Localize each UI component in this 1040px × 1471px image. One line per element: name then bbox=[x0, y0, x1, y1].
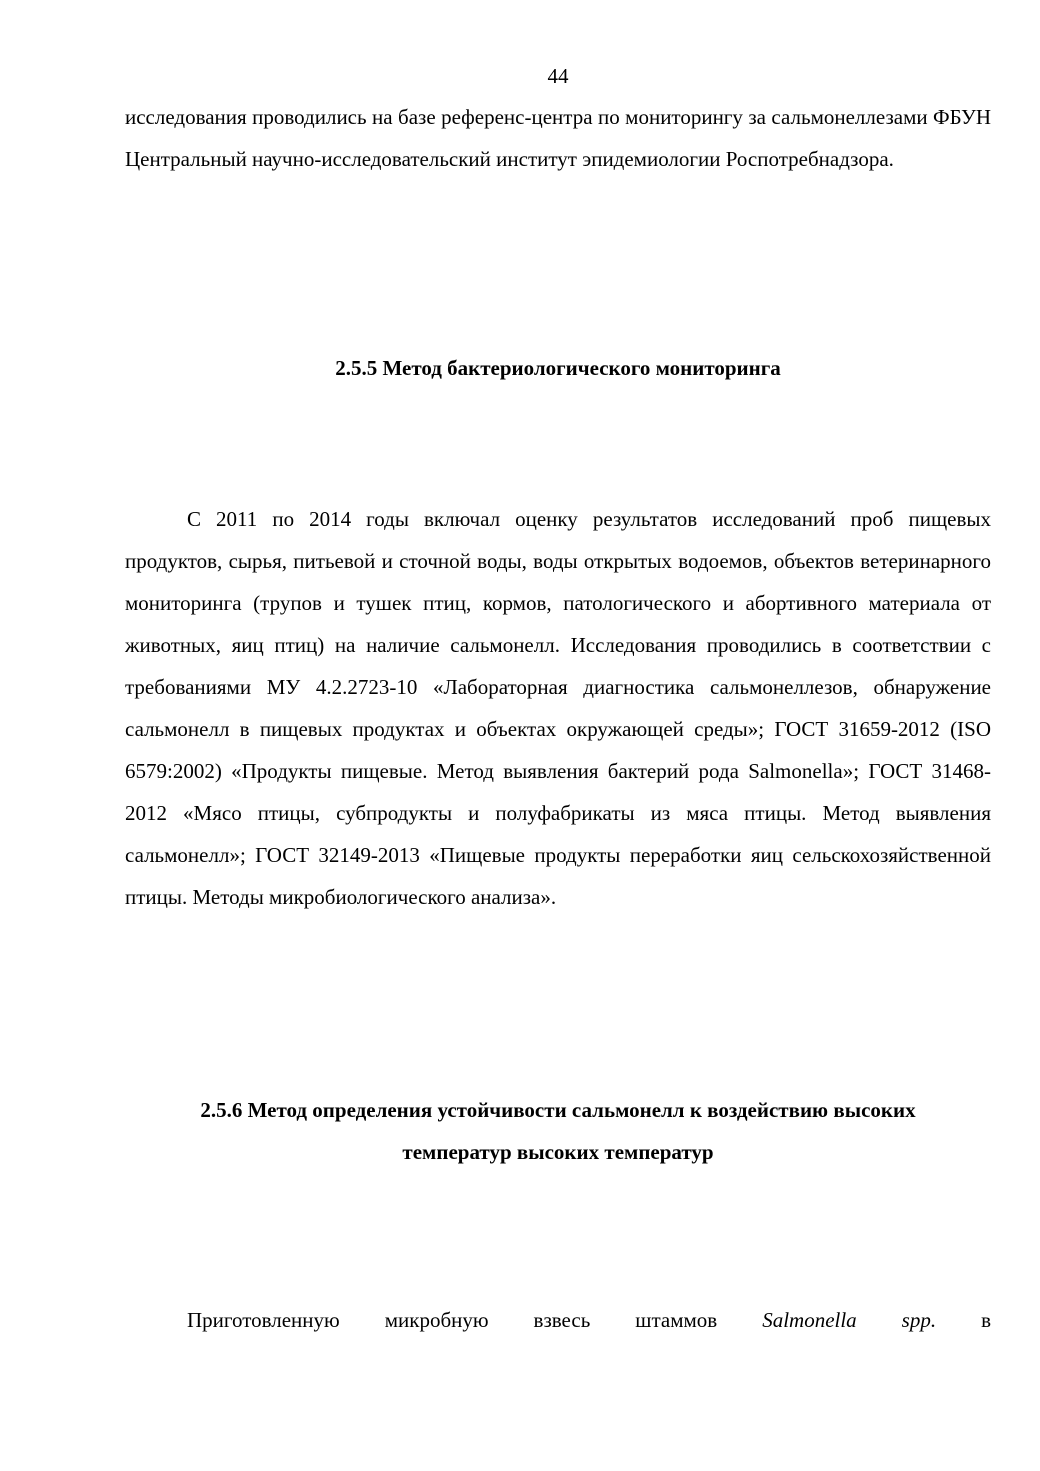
organism-name: Salmonella spp. bbox=[762, 1308, 937, 1332]
paragraph-heat-resistance-start bbox=[125, 1299, 991, 1341]
page-number: 44 bbox=[547, 64, 569, 88]
section-heading-2-5-5: 2.5.5 Метод бактериологического мониторинга bbox=[335, 356, 781, 380]
body-text-start: Приготовленную микробную взвесь штаммов bbox=[187, 1308, 718, 1332]
body-text-end: в bbox=[981, 1308, 992, 1332]
paragraph-monitoring-method: С 2011 по 2014 годы включал оценку результатов исследований проб пищевых продуктов, сырья, питьевой и сточной воды, воды открытых водоемов, объектов ветеринарного мониторинга (трупов и тушек птиц, кормов, патологического и абортивного материала от животных, яиц птиц) на наличие сальмонелл. Исследования проводились в соответствии с требованиями МУ 4.2.2723-10 «Лабораторная диагностика сальмонеллезов, обнаружение сальмонелл в пищевых продуктах и объектах окружающей среды»; ГОСТ 31659-2012 (ISO 6579:2002) «Продукты пищевые. Метод выявления бактерий рода Salmonella»; ГОСТ 31468-2012 «Мясо птицы, субпродукты и полуфабрикаты из мяса птицы. Метод выявления сальмонелл»; ГОСТ 32149-2013 «Пищевые продукты переработки яиц сельскохозяйственной птицы. Методы микробиологического анализа». bbox=[125, 507, 991, 909]
paragraph-institute: исследования проводились на базе референс-центра по мониторингу за сальмонеллезами ФБУН Центральный научно-исследовательский институт эпидемиологии Роспотребнадзора. bbox=[125, 105, 991, 171]
section-heading-2-5-6 bbox=[125, 1089, 991, 1173]
section-heading-2-5-6-line-1: 2.5.6 Метод определения устойчивости сальмонелл к воздействию высоких bbox=[200, 1098, 916, 1122]
section-heading-2-5-6-line-2: температур высоких температур bbox=[402, 1140, 714, 1164]
